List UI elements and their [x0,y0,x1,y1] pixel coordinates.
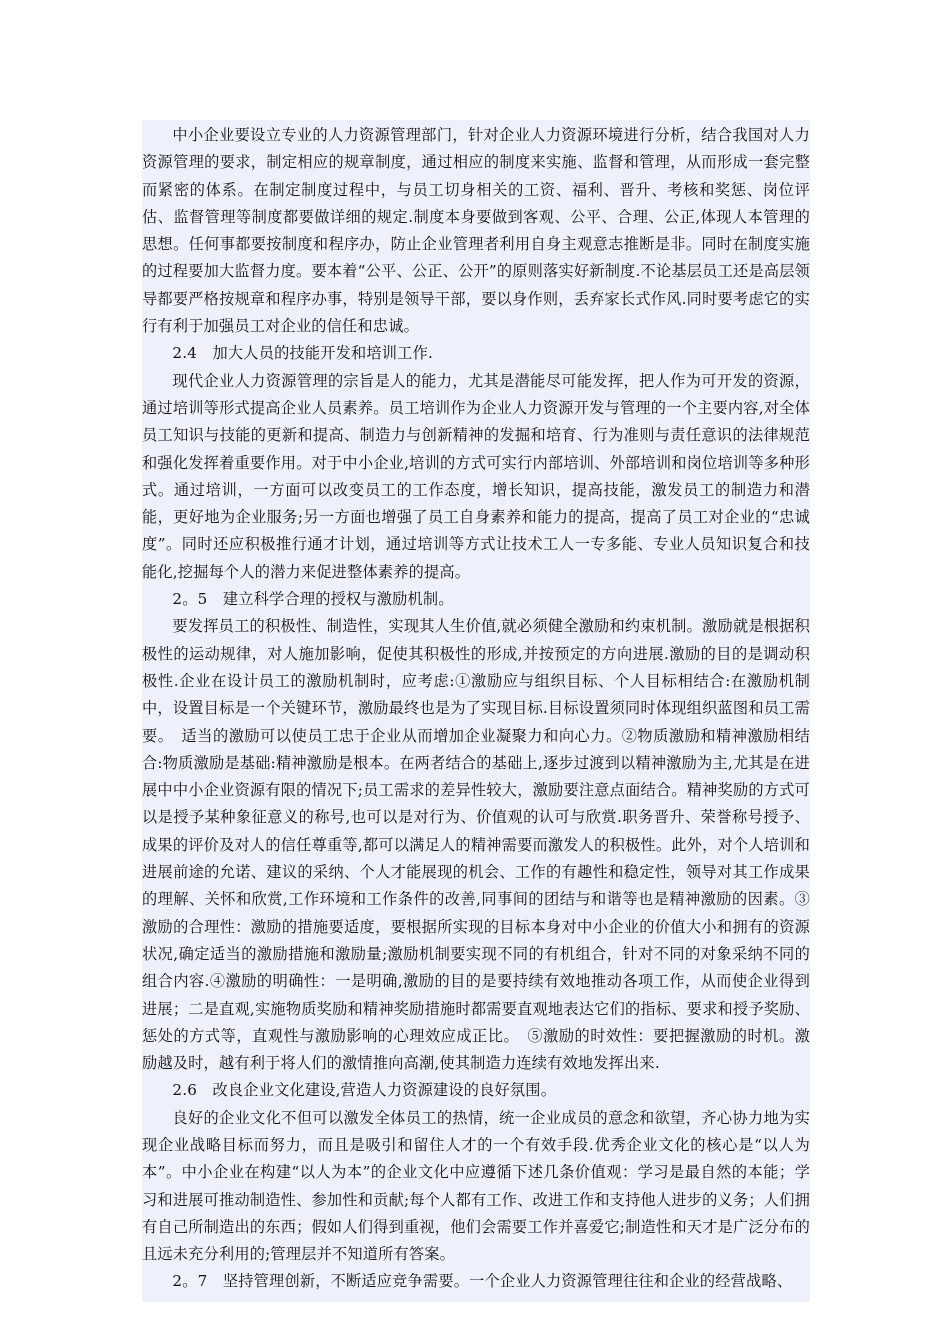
paragraph-training: 现代企业人力资源管理的宗旨是人的能力，尤其是潜能尽可能发挥，把人作为可开发的资源，通过培训等形式提高企业人员素养。员工培训作为企业人力资源开发与管理的一个主要内容,对全体员工知识与技能的更新和提高、制造力与创新精神的发掘和培育、行为准则与责任意识的法律规范和强化发挥着重要作用。对于中小企业,培训的方式可实行内部培训、外部培训和岗位培训等多种形式。通过培训，一方面可以改变员工的工作态度，增长知识，提高技能，激发员工的制造力和潜能，更好地为企业服务;另一方面也增强了员工自身素养和能力的提高，提高了员工对企业的“忠诚度”。同时还应积极推行通才计划，通过培训等方式让技术工人一专多能、专业人员知识复合和技能化,挖掘每个人的潜力来促进整体素养的提高。 [142,371,810,581]
section-heading-2-5: 2。5 建立科学合理的授权与激励机制。 [172,590,454,609]
section-heading-2-4: 2.4 加大人员的技能开发和培训工作. [172,344,433,363]
paragraph-incentive-mechanism: 要发挥员工的积极性、制造性，实现其人生价值,就必须健全激励和约束机制。激励就是根据积极性的运动规律，对人施加影响，促使其积极性的形成,并按预定的方向进展.激励的目的是调动积极性.企业在设计员工的激励机制时，应考虑:①激励应与组织目标、个人目标相结合:在激励机制中，设置目标是一个关键环节，激励最终也是为了实现目标.目标设置须同时体现组织蓝图和员工需要。 适当的激励可以使员工忠于企业从而增加企业凝聚力和向心力。②物质激励和精神激励相结合:物质激励是基础:精神激励是根本。在两者结合的基础上,逐步过渡到以精神激励为主,尤其是在进展中中小企业资源有限的情况下;员工需求的差异性较大，激励要注意点面结合。精神奖励的方式可以是授予某种象征意义的称号,也可以是对行为、价值观的认可与欣赏.职务晋升、荣誉称号授予、成果的评价及对人的信任尊重等,都可以满足人的精神需要而激发人的积极性。此外，对个人培训和进展前途的允诺、建议的采纳、个人才能展现的机会、工作的有趣性和稳定性，领导对其工作成果的理解、关怀和欣赏,工作环境和工作条件的改善,同事间的团结与和谐等也是精神激励的因素。③激励的合理性：激励的措施要适度，要根据所实现的目标本身对中小企业的价值大小和拥有的资源状况,确定适当的激励措施和激励量;激励机制要实现不同的有机组合，针对不同的对象采纳不同的组合内容.④激励的明确性：一是明确,激励的目的是要持续有效地推动各项工作，从而使企业得到进展；二是直观,实施物质奖励和精神奖励措施时都需要直观地表达它们的指标、要求和授予奖励、惩处的方式等，直观性与激励影响的心理效应成正比。 ⑤激励的时效性：要把握激励的时机。激励越及时，越有利于将人们的激情推向高潮,使其制造力连续有效地发挥出来. [142,617,810,1073]
paragraph-institution-building: 中小企业要设立专业的人力资源管理部门，针对企业人力资源环境进行分析，结合我国对人力资源管理的要求，制定相应的规章制度，通过相应的制度来实施、监督和管理，从而形成一套完整而紧密的体系。在制定制度过程中，与员工切身相关的工资、福利、晋升、考核和奖惩、岗位评估、监督管理等制度都要做详细的规定.制度本身要做到客观、公平、合理、公正,体现人本管理的思想。任何事都要按制度和程序办，防止企业管理者利用自身主观意志推断是非。同时在制度实施的过程要加大监督力度。要本着“公平、公正、公开”的原则落实好新制度.不论基层员工还是高层领导都要严格按规章和程序办事，特别是领导干部，要以身作则，丢弃家长式作风.同时要考虑它的实行有利于加强员工对企业的信任和忠诚。 [142,126,810,336]
paragraph-corporate-culture: 良好的企业文化不但可以激发全体员工的热情，统一企业成员的意念和欲望，齐心协力地为实现企业战略目标而努力，而且是吸引和留住人才的一个有效手段.优秀企业文化的核心是“以人为本”。中小企业在构建“以人为本”的企业文化中应遵循下述几条价值观：学习是最自然的本能；学习和进展可推动制造性、参加性和贡献;每个人都有工作、改进工作和支持他人进步的义务；人们拥有自己所制造出的东西；假如人们得到重视，他们会需要工作并喜爱它;制造性和天才是广泛分布的且远未充分利用的;管理层并不知道所有答案。 [142,1108,810,1264]
document-body [142,120,810,1302]
section-heading-2-6: 2.6 改良企业文化建设,营造人力资源建设的良好氛围。 [172,1081,557,1100]
section-heading-2-7: 2。7 坚持管理创新，不断适应竞争需要。一个企业人力资源管理往往和企业的经营战略、 [172,1272,793,1291]
